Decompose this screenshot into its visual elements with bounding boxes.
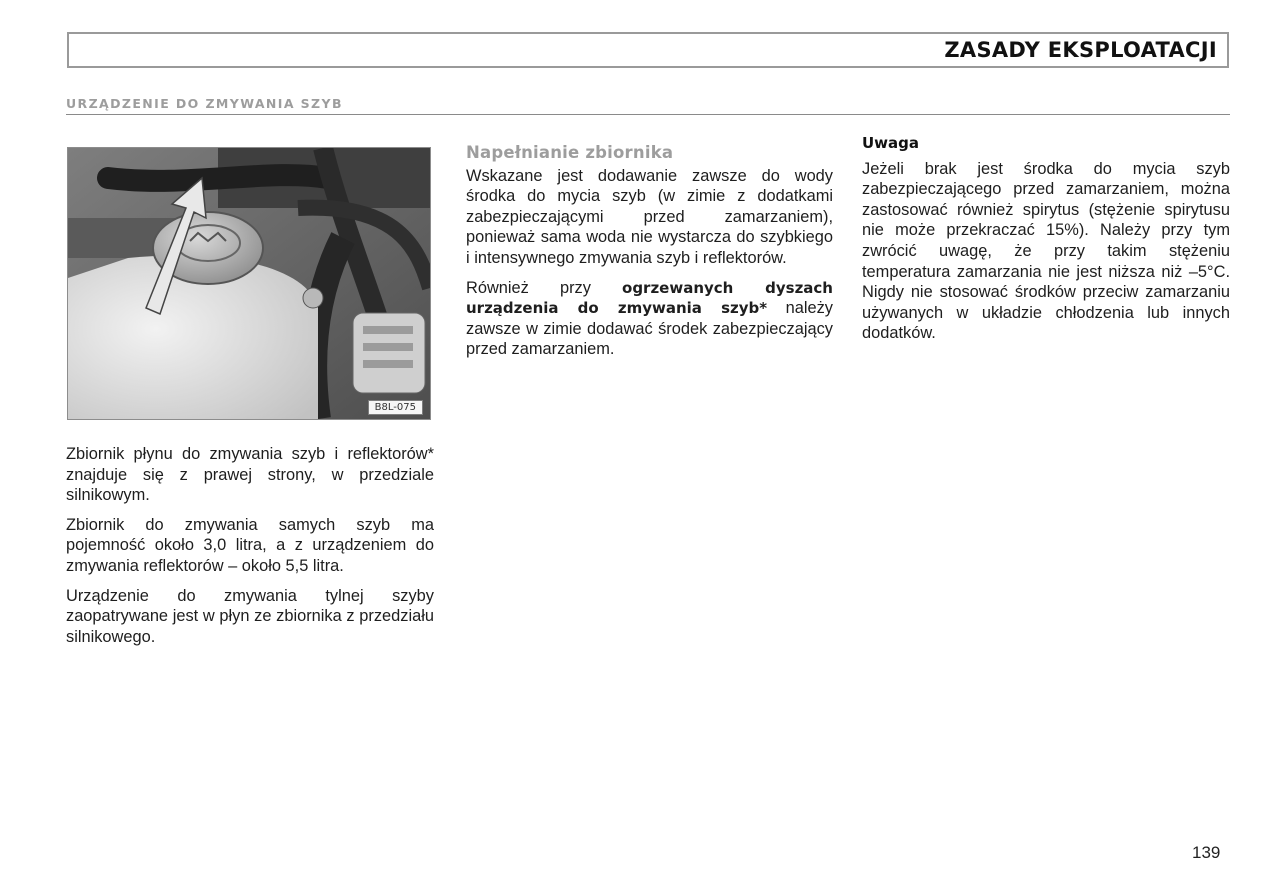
paragraph-reservoir-location: Zbiornik płynu do zmywania szyb i reflektorów* znajduje się z prawej strony, w przedziale silnikowym.	[66, 445, 434, 505]
paragraph-heated-nozzles	[466, 278, 833, 360]
section-divider	[66, 114, 1230, 115]
figure-label: B8L-075	[368, 400, 423, 415]
washer-reservoir-photo-icon	[68, 148, 430, 419]
column-left	[66, 444, 434, 656]
heated-nozzles-prefix: Również przy	[466, 278, 623, 297]
page-number: 139	[1192, 843, 1221, 862]
chapter-title: ZASADY EKSPLOATACJI	[944, 38, 1217, 62]
paragraph-filling: Wskazane jest dodawanie zawsze do wody środka do mycia szyb (w zimie z dodatkami zabezpieczającymi przed zamarzaniem), ponieważ sama woda nie wystarcza do szybkiego i intensywnego zmywania szyb i reflektorów.	[466, 166, 833, 267]
note-heading: Uwaga	[862, 134, 920, 152]
paragraph-capacity: Zbiornik do zmywania samych szyb ma pojemność około 3,0 litra, a z urządzeniem do zmywania reflektorów – około 5,5 litra.	[66, 515, 434, 575]
column-middle	[466, 143, 833, 369]
column-right	[862, 133, 1230, 353]
figure-washer-reservoir	[67, 147, 431, 420]
header-box	[67, 32, 1229, 68]
filling-heading: Napełnianie zbiornika	[466, 143, 674, 162]
heated-nozzles-suffix: należy zawsze w zimie dodawać środek zabezpieczający przed zamarzaniem.	[466, 299, 833, 359]
paragraph-note: Jeżeli brak jest środka do mycia szyb zabezpieczającego przed zamarzaniem, można zastosować również spirytus (stężenie spirytusu nie może przekraczać 15%). Należy przy tym zwrócić uwagę, że przy takim stężeniu temperatura zamarzania nie jest niższa niż –5°C. Nigdy nie stosować środków przeciw zamarzaniu używanych w układzie chłodzenia lub innych dodatków.	[862, 159, 1230, 343]
heated-nozzles-emphasis: ogrzewanych dyszach urządzenia do zmywania szyb*	[466, 278, 833, 318]
section-title: URZĄDZENIE DO ZMYWANIA SZYB	[66, 96, 343, 111]
paragraph-rear-washer: Urządzenie do zmywania tylnej szyby zaopatrywane jest w płyn ze zbiornika z przedziału silnikowego.	[66, 586, 434, 646]
